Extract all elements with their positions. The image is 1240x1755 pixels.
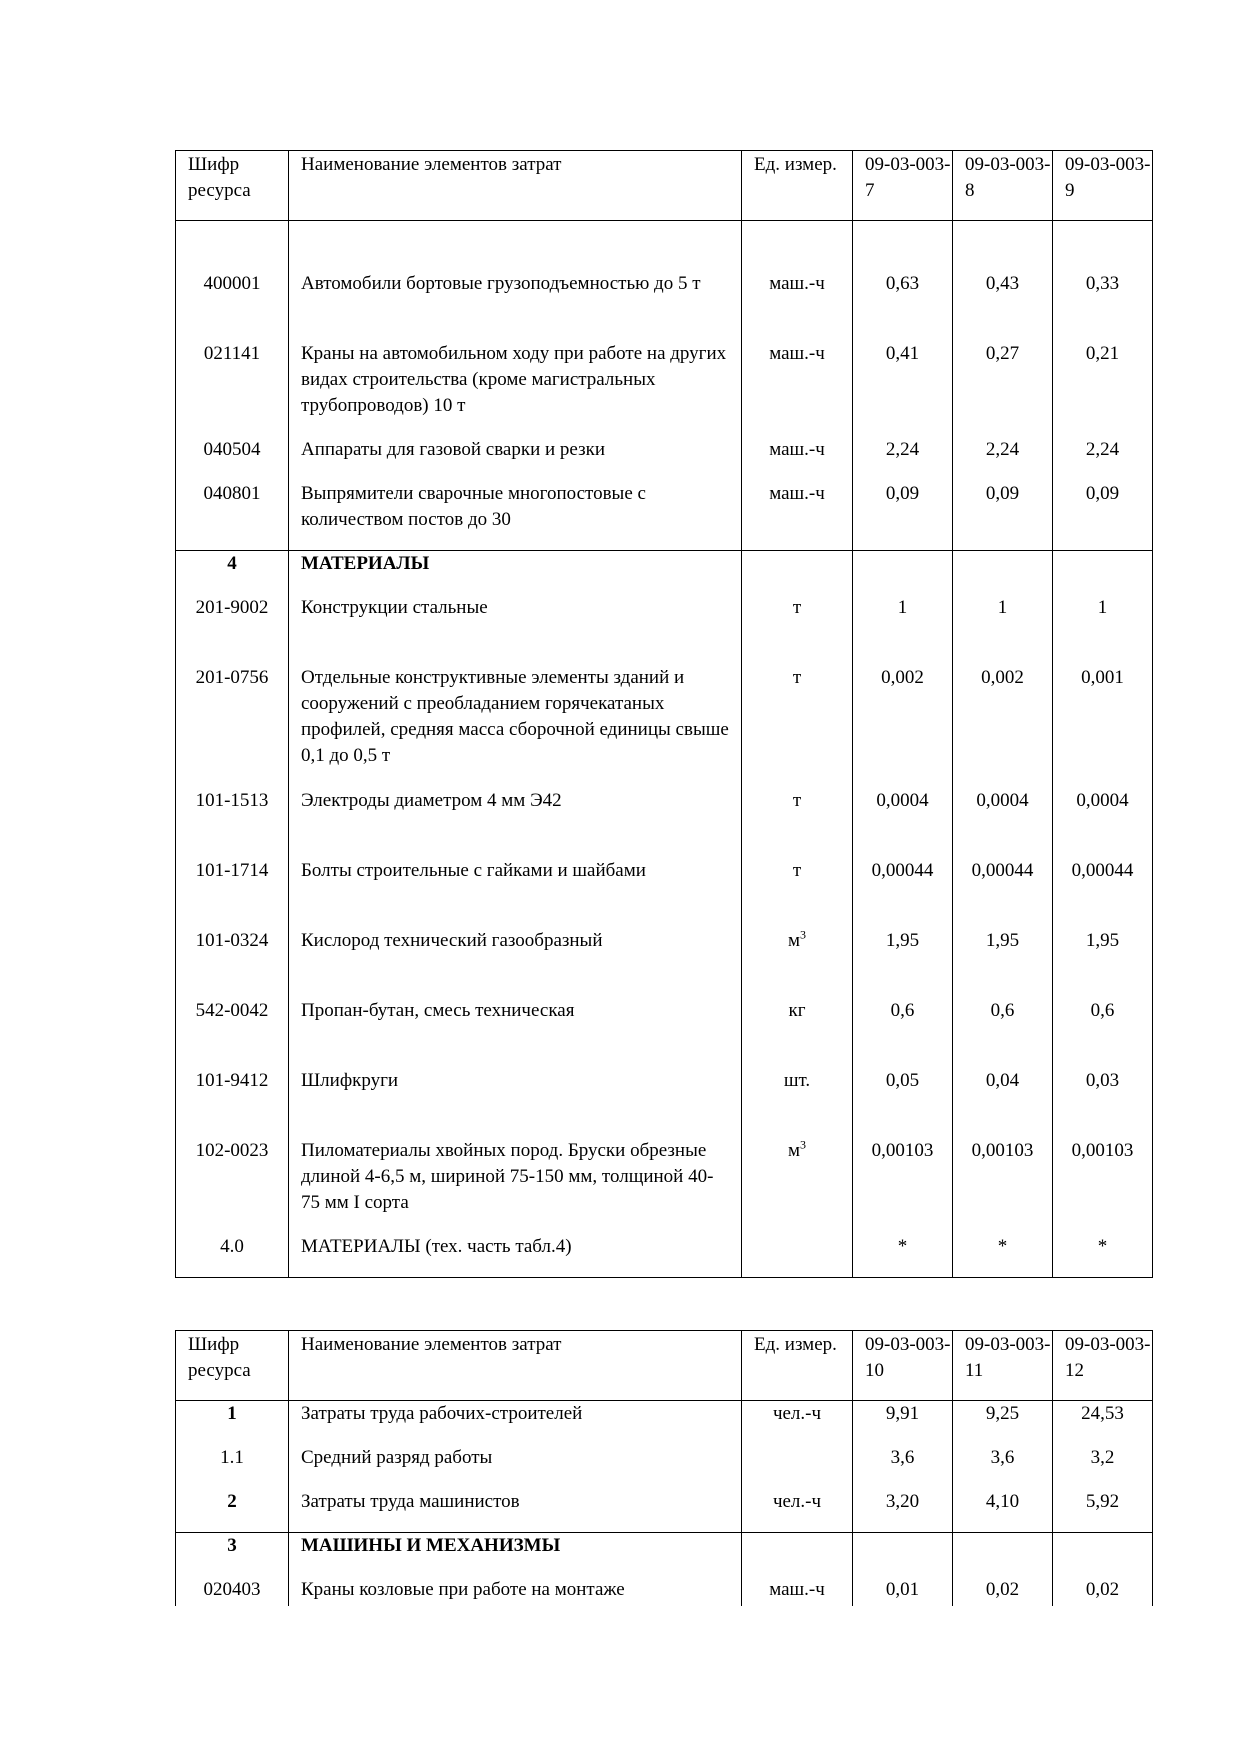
row-value: 0,00103 xyxy=(1053,1138,1153,1234)
section-row xyxy=(176,1533,1153,1577)
row-value: 0,41 xyxy=(853,341,953,437)
row-unit: маш.-ч xyxy=(742,341,853,437)
table-row xyxy=(176,1138,1153,1234)
section-title: МАТЕРИАЛЫ xyxy=(289,551,742,595)
row-value: 3,6 xyxy=(953,1445,1053,1489)
row-name: Средний разряд работы xyxy=(289,1445,742,1489)
table-row xyxy=(176,1401,1153,1445)
row-unit: т xyxy=(742,595,853,665)
row-name: Отдельные конструктивные элементы зданий и сооружений с преобладанием горячекатаных профилей, средняя масса сборочной единицы свыше 0,1 до 0,5 т xyxy=(289,665,742,788)
table-row xyxy=(176,998,1153,1068)
row-code: 1.1 xyxy=(176,1445,289,1489)
row-name: Пропан-бутан, смесь техническая xyxy=(289,998,742,1068)
row-value: 3,20 xyxy=(853,1489,953,1533)
header-col-3: 09-03-003-9 xyxy=(1053,151,1153,221)
row-value: 2,24 xyxy=(853,437,953,481)
row-unit: маш.-ч xyxy=(742,1577,853,1621)
page-bottom-margin xyxy=(0,1606,1240,1755)
row-value: 0,05 xyxy=(853,1068,953,1138)
row-code: 101-1513 xyxy=(176,788,289,858)
row-value: 0,21 xyxy=(1053,341,1153,437)
row-unit: шт. xyxy=(742,1068,853,1138)
header-code: Шифр ресурса xyxy=(176,1331,289,1401)
row-value: 1 xyxy=(853,595,953,665)
table-header-row xyxy=(176,1331,1153,1401)
row-name: Аппараты для газовой сварки и резки xyxy=(289,437,742,481)
row-value: 0,0004 xyxy=(953,788,1053,858)
header-unit: Ед. измер. xyxy=(742,1331,853,1401)
table-row xyxy=(176,1234,1153,1278)
section-title: МАШИНЫ И МЕХАНИЗМЫ xyxy=(289,1533,742,1577)
table-row xyxy=(176,341,1153,437)
table-row xyxy=(176,788,1153,858)
row-unit xyxy=(742,1445,853,1489)
row-code: 101-9412 xyxy=(176,1068,289,1138)
header-col-3: 09-03-003-12 xyxy=(1053,1331,1153,1401)
row-name: Краны на автомобильном ходу при работе на других видах строительства (кроме магистральных трубопроводов) 10 т xyxy=(289,341,742,437)
row-name: Конструкции стальные xyxy=(289,595,742,665)
table-row xyxy=(176,1068,1153,1138)
header-unit: Ед. измер. xyxy=(742,151,853,221)
row-value: 3,6 xyxy=(853,1445,953,1489)
header-col-1: 09-03-003-10 xyxy=(853,1331,953,1401)
row-code: 542-0042 xyxy=(176,998,289,1068)
table-row xyxy=(176,1489,1153,1533)
row-unit: т xyxy=(742,788,853,858)
table-row xyxy=(176,481,1153,551)
section-row xyxy=(176,551,1153,595)
row-name: Электроды диаметром 4 мм Э42 xyxy=(289,788,742,858)
table-row xyxy=(176,595,1153,665)
row-name: Выпрямители сварочные многопостовые с количеством постов до 30 xyxy=(289,481,742,551)
row-value: 0,6 xyxy=(953,998,1053,1068)
row-value: 9,25 xyxy=(953,1401,1053,1445)
header-name: Наименование элементов затрат xyxy=(289,1331,742,1401)
row-unit: чел.-ч xyxy=(742,1489,853,1533)
table-row xyxy=(176,665,1153,788)
table-row xyxy=(176,437,1153,481)
section-number: 3 xyxy=(176,1533,289,1577)
table-row xyxy=(176,858,1153,928)
row-value: 0,0004 xyxy=(853,788,953,858)
table-header-row xyxy=(176,151,1153,221)
row-name: МАТЕРИАЛЫ (тех. часть табл.4) xyxy=(289,1234,742,1278)
row-value: 1,95 xyxy=(853,928,953,998)
row-code: 020403 xyxy=(176,1577,289,1621)
row-value: 2,24 xyxy=(1053,437,1153,481)
row-unit: кг xyxy=(742,998,853,1068)
row-value: 5,92 xyxy=(1053,1489,1153,1533)
row-value: 3,2 xyxy=(1053,1445,1153,1489)
row-value: 0,6 xyxy=(1053,998,1153,1068)
spacer-row xyxy=(176,221,1153,271)
row-name: Пиломатериалы хвойных пород. Бруски обрезные длиной 4-6,5 м, шириной 75-150 мм, толщиной 40-75 мм I сорта xyxy=(289,1138,742,1234)
row-value: 0,09 xyxy=(1053,481,1153,551)
row-value: 0,00103 xyxy=(853,1138,953,1234)
row-code: 201-9002 xyxy=(176,595,289,665)
row-code: 400001 xyxy=(176,271,289,341)
row-code: 101-0324 xyxy=(176,928,289,998)
table-row xyxy=(176,271,1153,341)
row-value: 1 xyxy=(1053,595,1153,665)
header-col-2: 09-03-003-8 xyxy=(953,151,1053,221)
row-unit: $м^3$ xyxy=(742,928,853,998)
row-unit: т xyxy=(742,858,853,928)
header-code: Шифр ресурса xyxy=(176,151,289,221)
row-value: 0,27 xyxy=(953,341,1053,437)
row-code: 102-0023 xyxy=(176,1138,289,1234)
table-row xyxy=(176,1445,1153,1489)
row-unit xyxy=(742,1234,853,1278)
row-value: * xyxy=(1053,1234,1153,1278)
row-code: 040801 xyxy=(176,481,289,551)
row-code: 201-0756 xyxy=(176,665,289,788)
row-code: 101-1714 xyxy=(176,858,289,928)
row-value: 1 xyxy=(953,595,1053,665)
header-col-1: 09-03-003-7 xyxy=(853,151,953,221)
row-value: 0,01 xyxy=(853,1577,953,1621)
row-name: Автомобили бортовые грузоподъемностью до 5 т xyxy=(289,271,742,341)
row-unit: маш.-ч xyxy=(742,481,853,551)
row-value: 0,001 xyxy=(1053,665,1153,788)
header-name: Наименование элементов затрат xyxy=(289,151,742,221)
row-value: 0,02 xyxy=(1053,1577,1153,1621)
resource-table-2 xyxy=(175,1330,1153,1621)
row-value: 0,0004 xyxy=(1053,788,1153,858)
row-value: 0,09 xyxy=(953,481,1053,551)
section-number: 4 xyxy=(176,551,289,595)
row-name: Краны козловые при работе на монтаже xyxy=(289,1577,742,1621)
row-value: 0,00044 xyxy=(1053,858,1153,928)
row-code: 021141 xyxy=(176,341,289,437)
row-value: 0,43 xyxy=(953,271,1053,341)
row-value: * xyxy=(853,1234,953,1278)
row-value: * xyxy=(953,1234,1053,1278)
row-value: 1,95 xyxy=(953,928,1053,998)
row-unit: маш.-ч xyxy=(742,437,853,481)
row-value: 0,00044 xyxy=(853,858,953,928)
row-name: Шлифкруги xyxy=(289,1068,742,1138)
row-value: 0,03 xyxy=(1053,1068,1153,1138)
row-code: 040504 xyxy=(176,437,289,481)
row-value: 0,04 xyxy=(953,1068,1053,1138)
row-value: 0,02 xyxy=(953,1577,1053,1621)
row-unit: т xyxy=(742,665,853,788)
row-value: 0,6 xyxy=(853,998,953,1068)
row-value: 0,09 xyxy=(853,481,953,551)
row-unit: $м^3$ xyxy=(742,1138,853,1234)
row-code: 2 xyxy=(176,1489,289,1533)
row-name: Болты строительные с гайками и шайбами xyxy=(289,858,742,928)
row-value: 0,00103 xyxy=(953,1138,1053,1234)
row-name: Затраты труда рабочих-строителей xyxy=(289,1401,742,1445)
header-col-2: 09-03-003-11 xyxy=(953,1331,1053,1401)
row-value: 0,33 xyxy=(1053,271,1153,341)
row-name: Кислород технический газообразный xyxy=(289,928,742,998)
row-value: 2,24 xyxy=(953,437,1053,481)
row-value: 1,95 xyxy=(1053,928,1153,998)
row-value: 4,10 xyxy=(953,1489,1053,1533)
resource-table-1 xyxy=(175,150,1153,1278)
row-code: 1 xyxy=(176,1401,289,1445)
row-unit: маш.-ч xyxy=(742,271,853,341)
row-value: 24,53 xyxy=(1053,1401,1153,1445)
row-value: 0,002 xyxy=(953,665,1053,788)
table-row xyxy=(176,928,1153,998)
row-value: 0,63 xyxy=(853,271,953,341)
row-value: 0,00044 xyxy=(953,858,1053,928)
row-value: 9,91 xyxy=(853,1401,953,1445)
row-unit: чел.-ч xyxy=(742,1401,853,1445)
row-code: 4.0 xyxy=(176,1234,289,1278)
row-value: 0,002 xyxy=(853,665,953,788)
row-name: Затраты труда машинистов xyxy=(289,1489,742,1533)
